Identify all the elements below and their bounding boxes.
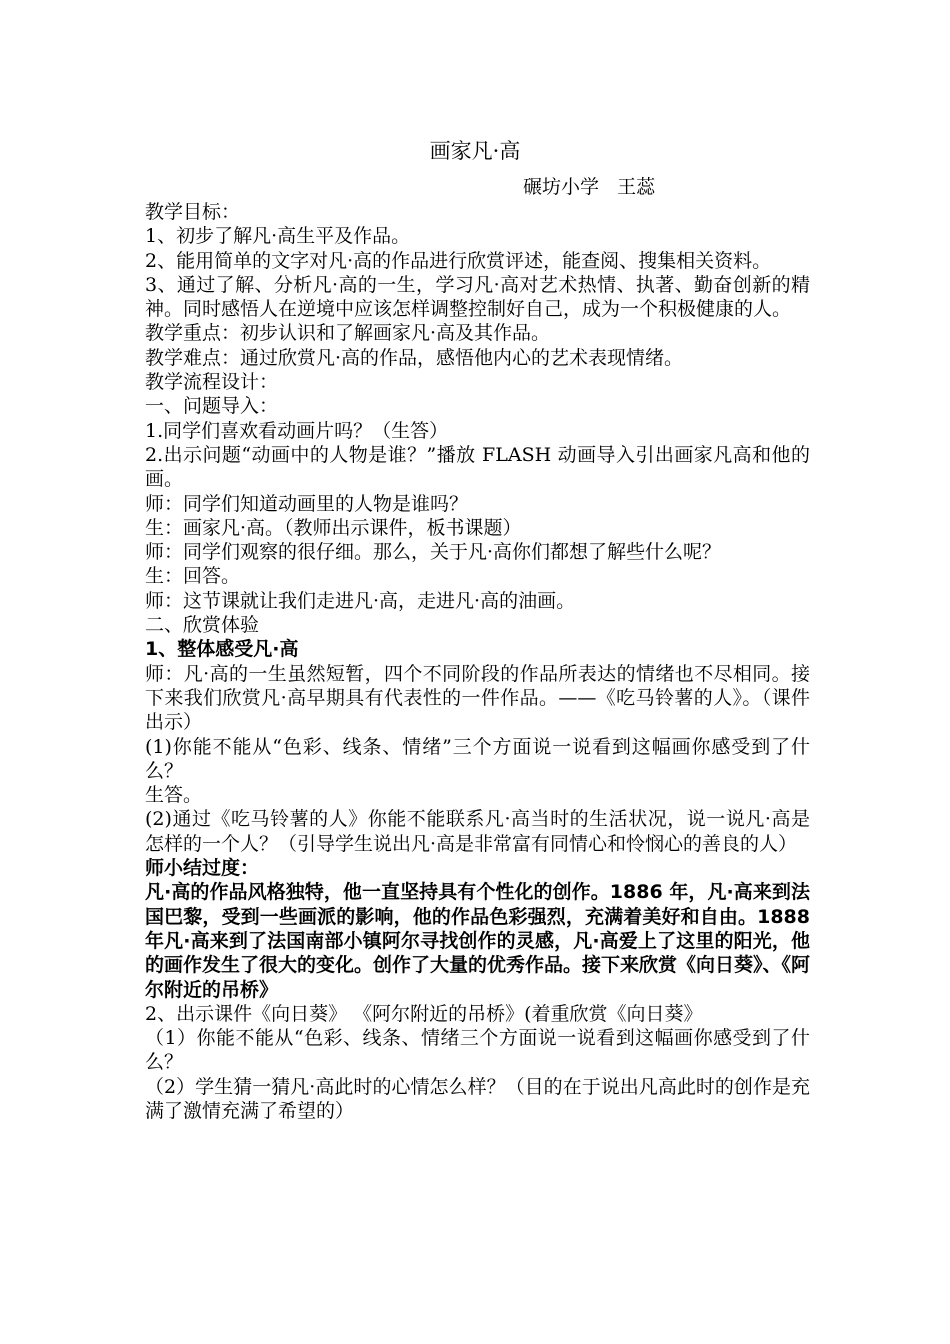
paragraph: 凡·高的作品风格独特，他一直坚持具有个性化的创作。1886 年，凡·高来到法国巴黎，受到一些画派的影响，他的作品色彩强烈，充满着美好和自由。1888 年凡·高来到了法国南部小镇阿尔寻找创作的灵感，凡·高爱上了这里的阳光，他的画作发生了很大的变化。创作了大量的优秀作品。接下来欣赏《向日葵》、《阿尔附近的吊桥》 [145,881,811,1001]
paragraph: 生：画家凡·高。（教师出示课件，板书课题） [145,516,522,539]
paragraph: 1.同学们喜欢看动画片吗？（生答） [145,419,449,442]
paragraph: (2)通过《吃马铃薯的人》你能不能联系凡·高当时的生活状况，说一说凡·高是怎样的一个人？（引导学生说出凡·高是非常富有同情心和怜悯心的善良的人） [145,808,810,855]
paragraph: 2、能用简单的文字对凡·高的作品进行欣赏评述，能查阅、搜集相关资料。 [145,249,772,272]
paragraph: 师：同学们观察的很仔细。那么，关于凡·高你们都想了解些什么呢？ [145,541,722,564]
paragraph: 教学重点：初步认识和了解画家凡·高及其作品。 [145,322,551,345]
paragraph: 一、问题导入： [145,395,279,418]
paragraph: 生：回答。 [145,565,241,588]
paragraph: 教学流程设计： [145,371,279,394]
paragraph: 师：同学们知道动画里的人物是谁吗？ [145,492,469,515]
paragraph: （1）你能不能从“色彩、线条、情绪三个方面说一说看到这幅画你感受到了什么？ [145,1027,810,1074]
paragraph: 1、整体感受凡·高 [145,638,299,661]
document-body [145,200,810,1123]
author-line: 碾坊小学 王蕊 [523,176,656,198]
paragraph: 师：凡·高的一生虽然短暂，四个不同阶段的作品所表达的情绪也不尽相同。接下来我们欣赏凡·高早期具有代表性的一件作品。——《吃马铃薯的人》。（课件出示） [145,662,810,734]
paragraph: 2.出示问题“动画中的人物是谁？”播放 FLASH 动画导入引出画家凡高和他的画。 [145,443,810,491]
paragraph: 教学难点：通过欣赏凡·高的作品，感悟他内心的艺术表现情绪。 [145,346,684,369]
paragraph: （2）学生猜一猜凡·高此时的心情怎么样？（目的在于说出凡高此时的创作是充满了激情充满了希望的） [145,1075,810,1122]
paragraph: 3、通过了解、分析凡·高的一生，学习凡·高对艺术热情、执著、勤奋创新的精神。同时感悟人在逆境中应该怎样调整控制好自己，成为一个积极健康的人。 [145,273,810,321]
paragraph: 教学目标： [145,201,241,223]
paragraph: 生答。 [145,784,203,807]
paragraph: 师小结过度： [145,857,260,880]
paragraph: 1、初步了解凡·高生平及作品。 [145,225,411,248]
paragraph: 2、出示课件《向日葵》 《阿尔附近的吊桥》(着重欣赏《向日葵》 [145,1002,703,1025]
paragraph: 师：这节课就让我们走进凡·高，走进凡·高的油画。 [145,589,576,612]
paragraph: (1)你能不能从“色彩、线条、情绪”三个方面说一说看到这幅画你感受到了什么？ [145,735,810,782]
document-title: 画家凡·高 [429,139,521,163]
paragraph: 二、欣赏体验 [145,614,260,637]
